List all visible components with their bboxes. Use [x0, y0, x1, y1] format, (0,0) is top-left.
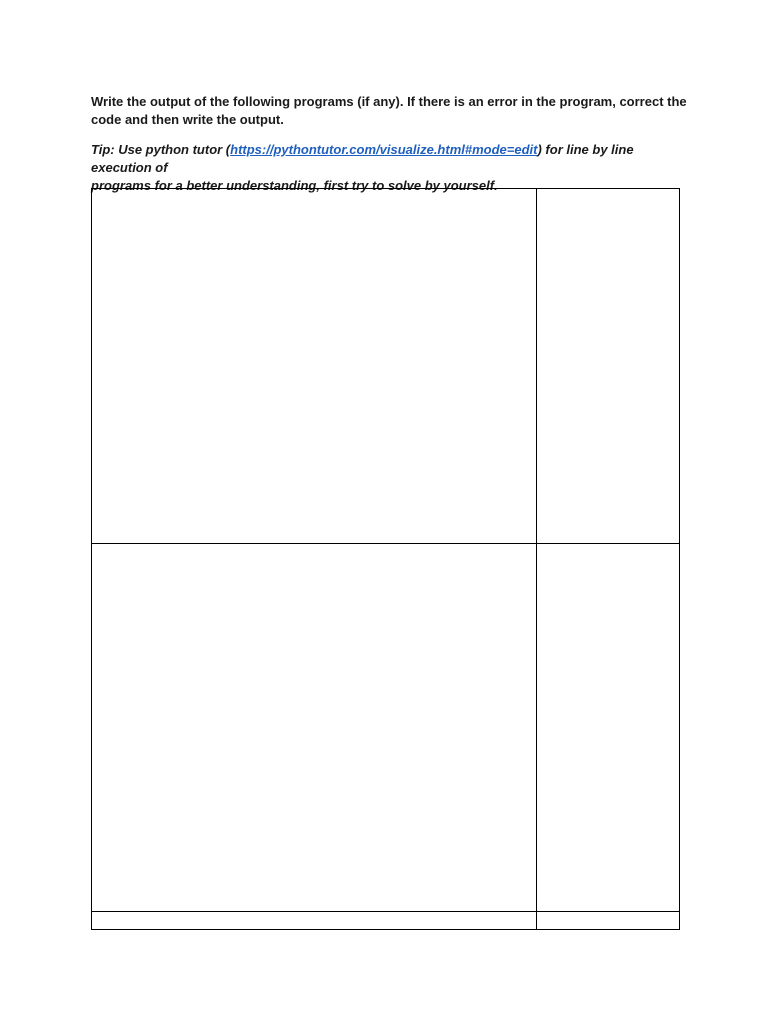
- instructions-line-2: code and then write the output.: [91, 112, 284, 127]
- output-cell[interactable]: [537, 911, 680, 929]
- tip-suffix: ) for line by line execution of: [91, 142, 634, 175]
- program-cell[interactable]: [92, 911, 537, 929]
- answer-table: [91, 188, 680, 930]
- python-tutor-link[interactable]: https://pythontutor.com/visualize.html#mode=edit: [230, 142, 538, 157]
- table-row: [92, 189, 680, 544]
- output-cell[interactable]: [537, 189, 680, 544]
- program-cell[interactable]: [92, 189, 537, 544]
- output-cell[interactable]: [537, 544, 680, 911]
- table-row: [92, 544, 680, 911]
- tip-line-2: programs for a better understanding, first try to solve by yourself.: [91, 178, 498, 193]
- tip-paragraph: [91, 141, 691, 195]
- program-cell[interactable]: [92, 544, 537, 911]
- table-row: [92, 911, 680, 929]
- instructions-line-1: Write the output of the following programs (if any). If there is an error in the program, correct the: [91, 94, 687, 109]
- tip-prefix: Tip: Use python tutor (: [91, 142, 231, 157]
- instructions-paragraph: [91, 93, 691, 129]
